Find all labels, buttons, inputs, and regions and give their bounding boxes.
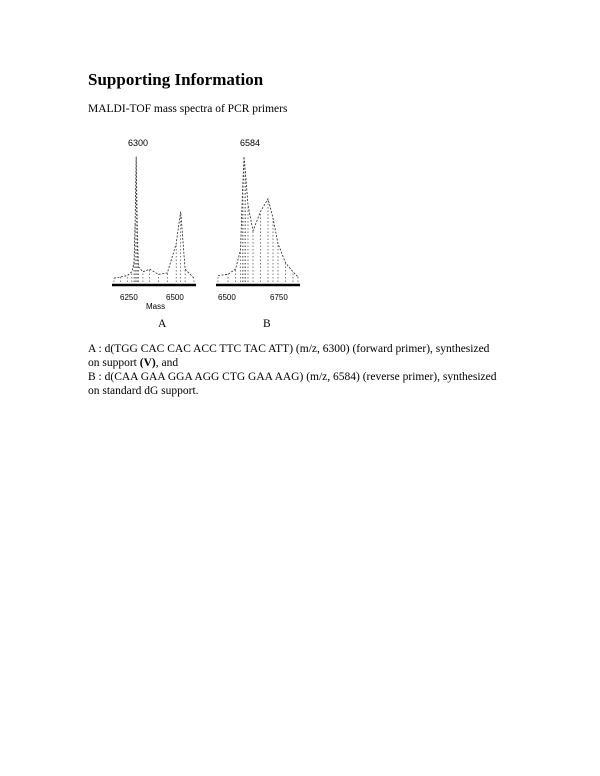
xaxis-title-a: Mass: [146, 302, 166, 311]
mass-spectrum-b: [212, 132, 304, 312]
caption-b-line-2: on standard dG support.: [88, 385, 199, 397]
spectrum-b-trace: [218, 157, 298, 282]
panel-label-b: B: [263, 318, 271, 330]
support-v-label: (V): [139, 357, 156, 369]
panel-label-a: A: [158, 318, 167, 330]
spectrum-a-trace: [114, 157, 194, 282]
peak-label-a: 6300: [128, 138, 149, 148]
spectrum-a-line: [114, 157, 194, 279]
caption-a-line-2-post: , and: [155, 357, 179, 369]
mass-spectrum-a: [108, 132, 200, 312]
caption-a-line-2: [88, 356, 528, 370]
page-title: Supporting Information: [88, 70, 264, 89]
caption-a-line-1: A : d(TGG CAC CAC ACC TTC TAC ATT) (m/z, 6300) (forward primer), synthesized: [88, 343, 490, 355]
caption-b-line-1: B : d(CAA GAA GGA AGG CTG GAA AAG) (m/z, 6584) (reverse primer), synthesized: [88, 371, 497, 383]
peak-label-b: 6584: [240, 138, 261, 148]
figure-subtitle: MALDI-TOF mass spectra of PCR primers: [88, 103, 288, 115]
tick-label-b-1: 6750: [270, 293, 288, 302]
figure-caption: [88, 342, 528, 398]
tick-label-b-0: 6500: [218, 293, 236, 302]
spectrum-b-line: [218, 157, 298, 277]
caption-a-line-2-pre: on support: [88, 357, 140, 369]
tick-label-a-0: 6250: [120, 293, 138, 302]
tick-label-a-1: 6500: [166, 293, 184, 302]
